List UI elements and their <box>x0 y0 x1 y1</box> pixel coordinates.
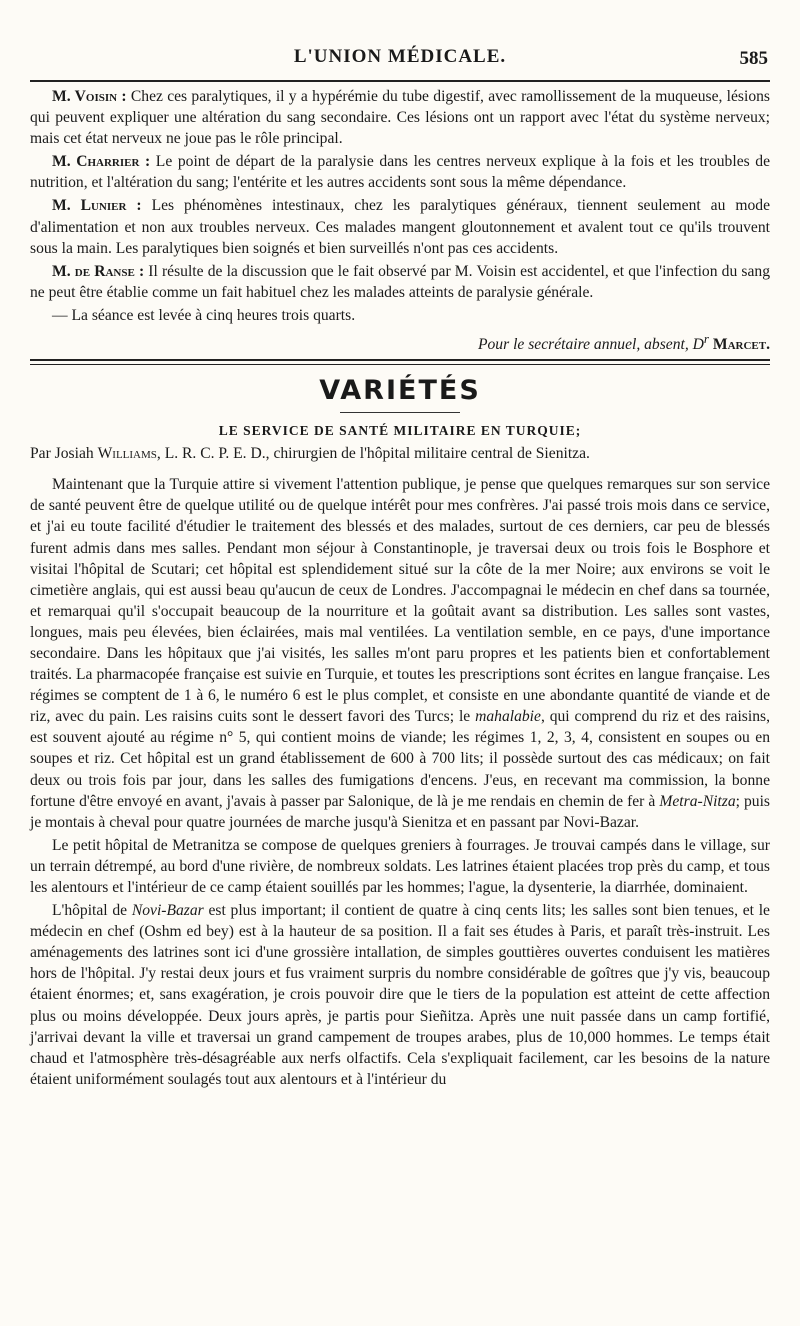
speaker-name: M. Charrier : <box>52 153 151 171</box>
heading-ornament-rule <box>340 412 460 413</box>
header-rule <box>30 80 770 82</box>
byline-suffix: , L. R. C. P. E. D., chirurgien de l'hôpital militaire central de Sienitza. <box>156 445 590 463</box>
section-heading: VARIÉTÉS <box>319 375 481 407</box>
signature-superscript: r <box>703 331 709 347</box>
discussion-paragraph <box>30 261 770 303</box>
text-run: est plus important; il contient de quatre à cinq cents lits; les salles sont bien tenues, et le médecin en chef (Oshm ed bey) est à la hauteur de sa position. Il a fait ses études à Paris, et paraît très-instruit. Les aménagements des latrines sont ici d'une grossière intallation, de simples gouttières ouvertes conduisent les matières hors de l'hôpital. J'y restai deux jours et fus vraiment surpris du nombre considérable de goîtres que j'y vis, beaucoup étaient énormes; et, sans exagération, je crois pouvoir dire que le tiers de la population est atteint de cette affection plus ou moins développée. Deux jours après, je partis pour Sieñitza. Après une nuit passée dans un camp fortifié, j'arrivai devant la ville et traversai un grand campement de troupes arabes, plus de 10,000 hommes. Le temps était chaud et l'atmosphère très-désagréable aux nerfs olfactifs. Cela s'expliquait facilement, car les besoins de la nature étaient uniformément soulagés tout aux alentours et à l'intérieur du <box>30 902 770 1088</box>
italic-term: mahalabie <box>475 708 541 726</box>
article-paragraph <box>30 900 770 1090</box>
byline-author: Williams <box>97 445 157 463</box>
article-title: LE SERVICE DE SANTÉ MILITAIRE EN TURQUIE; <box>218 423 582 439</box>
discussion-paragraph <box>30 195 770 258</box>
discussion-paragraph <box>30 86 770 149</box>
speaker-text: Il résulte de la discussion que le fait observé par M. Voisin est accidentel, et que l'infection du sang ne peut être établie comme un fait habituel chez les malades atteints de paralysie générale. <box>30 262 771 301</box>
text-run: L'hôpital de <box>52 902 132 920</box>
running-header <box>30 46 770 80</box>
journal-title: L'UNION MÉDICALE. <box>293 46 507 67</box>
section-divider <box>30 359 770 365</box>
text-run: Maintenant que la Turquie attire si vivement l'attention publique, je pense que quelques remarques sur son service de santé peuvent être de quelque utilité ou de quelque intérêt pour mes confrères. J'ai passé trois mois dans ce service, et j'ai eu toute facilité d'étudier le traitement des blessés et des malades, surtout de ces derniers, car peu de blessés furent admis dans mes salles. Pendant mon séjour à Constantinople, je traversai deux ou trois fois le Bosphore et visitai l'hôpital de Scutari; cet hôpital est splendidement situé sur la côte de la mer Noire; aux environs se voit le cimetière anglais, qui est aussi beau qu'aucun de ceux de Londres. J'accompagnai le médecin en chef dans sa tournée, et remarquai qu'il s'occupait beaucoup de la nourriture et la goûtait avant sa distribution. Les salles sont vastes, longues, mais peu élevées, bien éclairées, mais mal ventilées. La ventilation semble, en ce pays, d'une importance secondaire. Dans les hôpitaux que j'ai visités, les salles m'ont paru propres et les patients bien et confortablement traités. La pharmacopée française est suivie en Turquie, et toutes les prescriptions sont écrites en langue française. Les régimes se comptent de 1 à 6, le numéro 6 est le plus complet, et consiste en une abondante quantité de viande et de riz, avec du pain. Les raisins cuits sont le dessert favori des Turcs; le <box>30 476 770 726</box>
article-byline <box>30 443 770 464</box>
speaker-name: M. Lunier : <box>52 197 142 215</box>
speaker-text: Le point de départ de la paralysie dans les centres nerveux explique à la fois et les troubles de nutrition, et l'altération du sang; l'entérite et les autres accidents sont sous la même dépendance. <box>30 153 770 192</box>
text-run: ; puis je montais à cheval pour quatre journées de marche jusqu'à Sienitza et en passant par Novi-Bazar. <box>30 792 770 831</box>
signature-text: Pour le secrétaire annuel, absent, D <box>477 336 704 354</box>
session-closing: — La séance est levée à cinq heures trois quarts. <box>52 306 356 324</box>
discussion-paragraph <box>30 151 770 193</box>
italic-place: Metra-Nitza <box>659 792 736 810</box>
signature-name: Marcet. <box>708 336 770 354</box>
text-run: , qui comprend du riz et des raisins, est souvent ajouté au régime n° 5, qui contient moins de viande; les régimes 1, 2, 3, 4, consistent en soupes ou en soupes et riz. Cet hôpital est un grand établissement de 600 à 700 lits; il possède surtout des cas médicaux; on fait deux ou trois fois par jour, dans les salles des fumigations d'encens. J'eus, en recevant ma commission, la bonne fortune d'être envoyé en avant, j'avais à passer par Salonique, de là je me rendais en chemin de fer à <box>30 708 770 810</box>
article-paragraph <box>30 474 770 833</box>
secretary-signature <box>30 328 770 355</box>
speaker-name: M. de Ranse : <box>52 262 145 280</box>
speaker-text: Les phénomènes intestinaux, chez les paralytiques généraux, tiennent seulement au mode d'alimentation et non aux troubles nerveux. Ces malades mangent gloutonnement et avalent tout ce qu'ils trouvent sous la main. Les paralytiques bien soignés et bien surveillés n'ont pas ces accidents. <box>30 197 770 257</box>
speaker-text: Chez ces paralytiques, il y a hypérémie du tube digestif, avec ramollissement de la muqueuse, lésions qui peuvent expliquer une altération du sang secondaire. Ces lésions ont un rapport avec l'état du système nerveux; mais cet état nerveux ne joue pas le rôle principal. <box>30 88 770 148</box>
byline-prefix: Par Josiah <box>30 445 98 463</box>
italic-place: Novi-Bazar <box>131 902 204 920</box>
page-number: 585 <box>739 48 768 69</box>
speaker-name: M. Voisin : <box>52 88 127 105</box>
article-paragraph: Le petit hôpital de Metranitza se compose de quelques greniers à fourrages. Je trouvai campés dans le village, sur un terrain détrempé, au bord d'une rivière, de nombreux soldats. Les latrines étaient placées trop près du camp, et tous les alentours et l'intérieur de ce camp étaient souillés par les hommes; l'ague, la dysenterie, la diarrhée, dominaient. <box>30 836 770 896</box>
